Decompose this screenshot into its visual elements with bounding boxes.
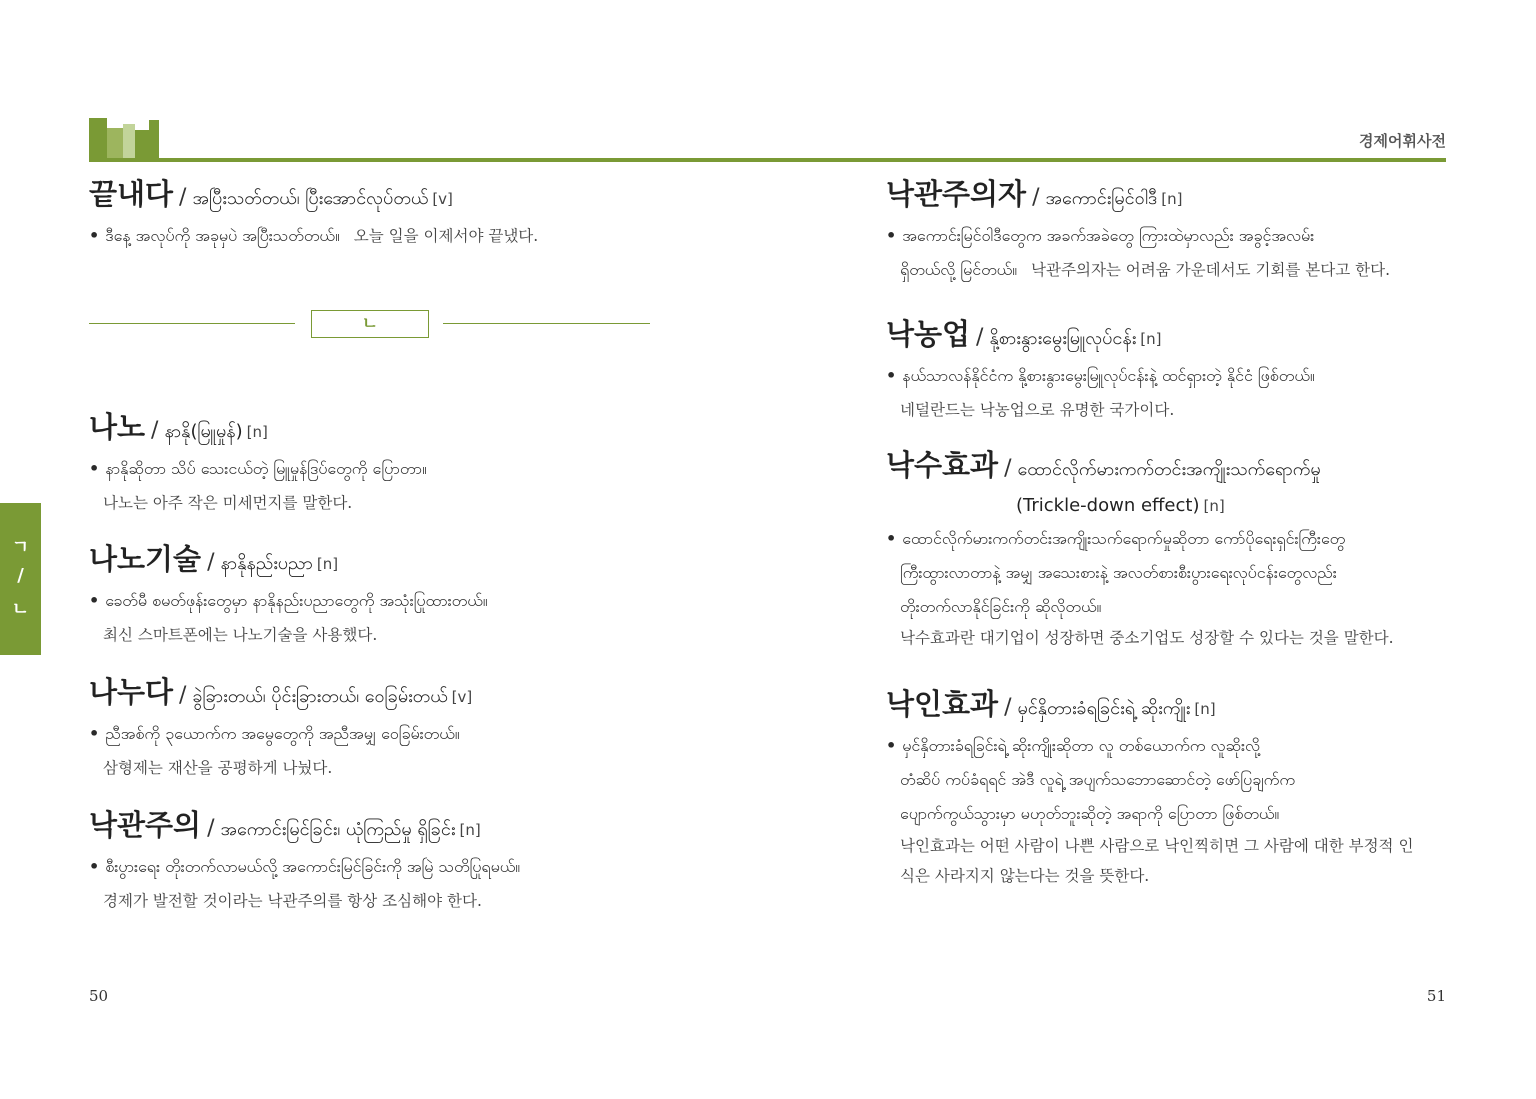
headword: 끝내다 xyxy=(89,177,174,211)
headword: 낙수효과 xyxy=(886,448,999,482)
side-tab-bottom: ㄴ xyxy=(11,599,30,620)
translation: အပြီးသတ်တယ်၊ ပြီးအောင်လုပ်တယ် xyxy=(192,188,429,209)
entry-naksuhyogwa: 낙수효과 / ထောင်လိုက်မားကက်တင်းအကျိုးသက်ရောက်မှု (Trickle-down effect) [n] • ထောင်လိုက်မားကက်တင်းအကျိုးသက်ရောက်မှုဆိုတာ ကော်ပိုရေးရှင်းကြီးတွေ ကြီးထွားလာတာနဲ့ အမျှ အသေးစားနဲ့ အလတ်စားစီးပွားရေးလုပ်ငန်းတွေလည်း တိုးတက်လာနိုင်ခြင်းကို ဆိုလိုတယ်။ 낙수효과란 대기업이 성장하면 중소기업도 성장할 수 있다는 것을 말한다. xyxy=(886,448,1394,647)
translation: ခွဲခြားတယ်၊ ပိုင်းခြားတယ်၊ ဝေခြမ်းတယ် xyxy=(192,686,448,707)
korean-example: 최신 스마트폰에는 나노기술을 사용했다. xyxy=(103,626,378,644)
page-number-right: 51 xyxy=(1426,987,1446,1005)
part-of-speech: [n] xyxy=(1140,330,1162,348)
example-line: ပျောက်ကွယ်သွားမှာ မဟုတ်ဘူးဆိုတဲ့ အရာကို ပြောတာ ဖြစ်တယ်။ xyxy=(900,804,1280,823)
entry-nanuda: 나누다 / ခွဲခြားတယ်၊ ပိုင်းခြားတယ်၊ ဝေခြမ်းတယ် [v] • ညီအစ်ကို ၃ယောက်က အမွေတွေကို အညီအမျှ ဝေခြမ်းတယ်။ 삼형제는 재산을 공평하게 나눴다. xyxy=(89,675,473,777)
entry-nakgwanjuui: 낙관주의 / အကောင်းမြင်ခြင်း၊ ယုံကြည်မှု ရှိခြင်း [n] • စီးပွားရေး တိုးတက်လာမယ်လို့ အကောင်းမြင်ခြင်းကို အမြဲ သတိပြုရမယ်။ 경제가 발전할 것이라는 낙관주의를 항상 조심해야 한다. xyxy=(89,808,521,910)
korean-example: 낙인효과는 어떤 사람이 나쁜 사람으로 낙인찍히면 그 사람에 대한 부정적 인 xyxy=(900,837,1414,855)
entry-nano: 나노 / နာနို(မြူမှုန်) [n] • နာနိုဆိုတာ သိပ် သေးငယ်တဲ့ မြူမှုန်ဒြပ်တွေကို ပြောတာ။ 나노는 아주 작은 미세먼지를 말한다. xyxy=(89,410,427,512)
entry-nangnongeop: 낙농업 / နို့စားနွားမွေးမြူလုပ်ငန်း [n] • နယ်သာလန်နိုင်ငံက နို့စားနွားမွေးမြူလုပ်ငန်းနဲ့ ထင်ရှားတဲ့ နိုင်ငံ ဖြစ်တယ်။ 네덜란드는 낙농업으로 유명한 국가이다. xyxy=(886,317,1315,419)
headword: 나노기술 xyxy=(89,542,202,576)
part-of-speech: [n] xyxy=(459,821,481,839)
headword: 나누다 xyxy=(89,675,174,709)
section-letter: ㄴ xyxy=(311,310,429,338)
headword: 나노 xyxy=(89,410,146,444)
example-line: နာနိုဆိုတာ သိပ် သေးငယ်တဲ့ မြူမှုန်ဒြပ်တွေကို ပြောတာ။ xyxy=(105,459,427,478)
side-tab-mid: / xyxy=(17,565,24,586)
example-line: အကောင်းမြင်ဝါဒီတွေက အခက်အခဲတွေ ကြားထဲမှာလည်း အခွင့်အလမ်း xyxy=(902,226,1315,245)
part-of-speech: [n] xyxy=(1203,497,1225,515)
example-line: ကြီးထွားလာတာနဲ့ အမျှ အသေးစားနဲ့ အလတ်စားစီးပွားရေးလုပ်ငန်းတွေလည်း xyxy=(900,563,1337,582)
page-number-left: 50 xyxy=(89,987,109,1005)
example-line: ဒီနေ့ အလုပ်ကို အခုမှပဲ အပြီးသတ်တယ်။ xyxy=(105,226,340,245)
korean-example: 네덜란드는 낙농업으로 유명한 국가이다. xyxy=(900,401,1175,419)
korean-example: 경제가 발전할 것이라는 낙관주의를 항상 조심해야 한다. xyxy=(103,892,482,910)
example-line: ထောင်လိုက်မားကက်တင်းအကျိုးသက်ရောက်မှုဆိုတာ ကော်ပိုရေးရှင်းကြီးတွေ xyxy=(902,529,1346,548)
entry-kkeutnaeda: 끝내다 / အပြီးသတ်တယ်၊ ပြီးအောင်လုပ်တယ် [v] • ဒီနေ့ အလုပ်ကို အခုမှပဲ အပြီးသတ်တယ်။ 오늘 일을 이제서야 끝냈다. xyxy=(89,177,539,245)
part-of-speech: [v] xyxy=(432,190,453,208)
part-of-speech: [n] xyxy=(246,423,268,441)
example-line: တိုးတက်လာနိုင်ခြင်းကို ဆိုလိုတယ်။ xyxy=(900,597,1102,616)
headword: 낙농업 xyxy=(886,317,971,351)
korean-example: 낙관주의자는 어려움 가운데서도 기회를 본다고 한다. xyxy=(1031,261,1391,279)
part-of-speech: [n] xyxy=(1194,700,1216,718)
korean-example: 오늘 일을 이제서야 끝냈다. xyxy=(353,227,539,245)
korean-example: 삼형제는 재산을 공평하게 나눴다. xyxy=(103,759,333,777)
book-title: 경제어휘사전 xyxy=(1359,132,1446,150)
side-tab-top: ㄱ xyxy=(11,537,30,558)
example-line: ရှိတယ်လို့ မြင်တယ်။ xyxy=(900,260,1018,279)
header-decoration xyxy=(89,118,161,158)
example-line: မှင်နှိတားခံရခြင်းရဲ့ ဆိုးကျိုးဆိုတာ လူ တစ်ယောက်က လူဆိုးလို့ xyxy=(902,736,1260,755)
korean-example: 낙수효과란 대기업이 성장하면 중소기업도 성장할 수 있다는 것을 말한다. xyxy=(900,629,1394,647)
headword: 낙관주의자 xyxy=(886,177,1027,211)
translation: နို့စားနွားမွေးမြူလုပ်ငန်း xyxy=(989,328,1137,349)
section-divider-left xyxy=(89,323,295,324)
example-line: နယ်သာလန်နိုင်ငံက နို့စားနွားမွေးမြူလုပ်ငန်းနဲ့ ထင်ရှားတဲ့ နိုင်ငံ ဖြစ်တယ်။ xyxy=(902,366,1315,385)
side-index-tab xyxy=(0,503,41,655)
example-line: တံဆိပ် ကပ်ခံရရင် အဲဒီ လူရဲ့ အပျက်သဘောဆောင်တဲ့ ဖော်ပြချက်က xyxy=(900,770,1295,789)
korean-example: 식은 사라지지 않는다는 것을 뜻한다. xyxy=(900,867,1150,885)
translation: နာနို(မြူမှုန်) xyxy=(164,421,243,442)
translation: အကောင်းမြင်ခြင်း၊ ယုံကြည်မှု ရှိခြင်း xyxy=(220,819,456,840)
section-divider-right xyxy=(443,323,650,324)
example-line: ညီအစ်ကို ၃ယောက်က အမွေတွေကို အညီအမျှ ဝေခြမ်းတယ်။ xyxy=(105,724,460,743)
entry-nakgwanjuuija: 낙관주의자 / အကောင်းမြင်ဝါဒီ [n] • အကောင်းမြင်ဝါဒီတွေက အခက်အခဲတွေ ကြားထဲမှာလည်း အခွင့်အလမ်း ရှိတယ်လို့ မြင်တယ်။ 낙관주의자는 어려움 가운데서도 기회를 본다고 한다. xyxy=(886,177,1391,279)
entry-nanogisul: 나노기술 / နာနိုနည်းပညာ [n] • ခေတ်မီ စမတ်ဖုန်းတွေမှာ နာနိုနည်းပညာတွေကို အသုံးပြုထားတယ်။ 최신 스마트폰에는 나노기술을 사용했다. xyxy=(89,542,488,644)
example-line: ခေတ်မီ စမတ်ဖုန်းတွေမှာ နာနိုနည်းပညာတွေကို အသုံးပြုထားတယ်။ xyxy=(105,591,488,610)
headword: 낙인효과 xyxy=(886,687,999,721)
headword: 낙관주의 xyxy=(89,808,202,842)
part-of-speech: [n] xyxy=(316,555,339,573)
part-of-speech: [n] xyxy=(1161,190,1183,208)
example-line: စီးပွားရေး တိုးတက်လာမယ်လို့ အကောင်းမြင်ခြင်းကို အမြဲ သတိပြုရမယ်။ xyxy=(105,857,521,876)
translation: ထောင်လိုက်မားကက်တင်းအကျိုးသက်ရောက်မှု xyxy=(1017,459,1321,480)
translation: မှင်နှိတားခံရခြင်းရဲ့ ဆိုးကျိုး xyxy=(1017,698,1191,719)
korean-example: 나노는 아주 작은 미세먼지를 말한다. xyxy=(103,494,353,512)
translation: နာနိုနည်းပညာ xyxy=(220,553,313,574)
translation: အကောင်းမြင်ဝါဒီ xyxy=(1045,188,1158,209)
translation-continued: (Trickle-down effect) xyxy=(1016,495,1200,516)
header-rule xyxy=(89,158,1446,162)
entry-nagin-hyogwa: 낙인효과 / မှင်နှိတားခံရခြင်းရဲ့ ဆိုးကျိုး [n] • မှင်နှိတားခံရခြင်းရဲ့ ဆိုးကျိုးဆိုတာ လူ တစ်ယောက်က လူဆိုးလို့ တံဆိပ် ကပ်ခံရရင် အဲဒီ လူရဲ့ အပျက်သဘောဆောင်တဲ့ ဖော်ပြချက်က ပျောက်ကွယ်သွားမှာ မဟုတ်ဘူးဆိုတဲ့ အရာကို ပြောတာ ဖြစ်တယ်။ 낙인효과는 어떤 사람이 나쁜 사람으로 낙인찍히면 그 사람에 대한 부정적 인 식은 사라지지 않는다는 것을 뜻한다. xyxy=(886,687,1414,885)
part-of-speech: [v] xyxy=(451,688,473,706)
